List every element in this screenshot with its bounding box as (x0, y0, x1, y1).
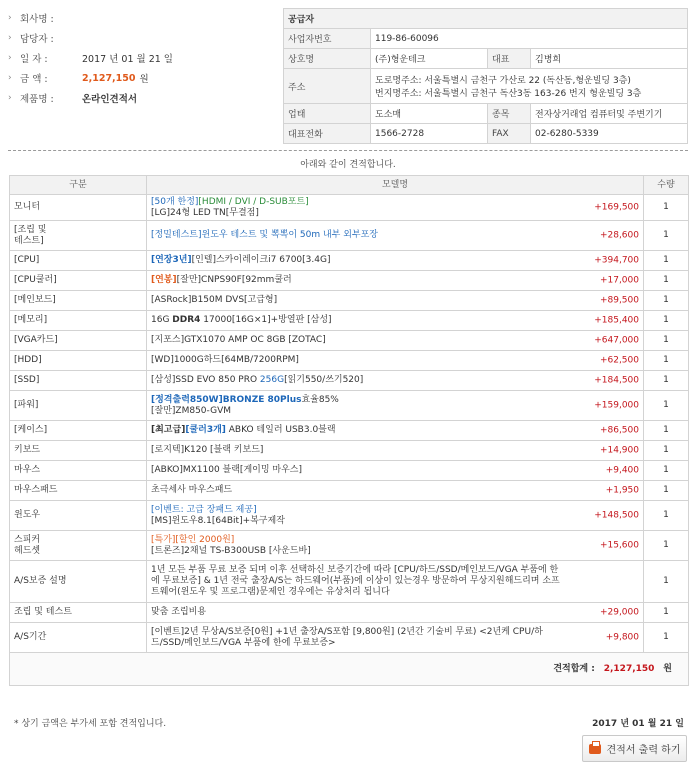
table-row (10, 623, 689, 653)
model-text: [지포스]GTX1070 AMP OC 8GB [ZOTAC] (151, 335, 326, 345)
biz-no-value: 119-86-60096 (371, 29, 688, 49)
product-value: 온라인견적서 (82, 94, 138, 105)
row-qty: 1 (644, 461, 689, 481)
row-price: +86,500 (599, 425, 639, 435)
product-label: 제품명 : (20, 94, 54, 105)
total-value: 2,127,150 (603, 663, 655, 674)
row-model (147, 421, 644, 441)
row-model (147, 623, 644, 653)
bullet-icon: › (8, 73, 12, 83)
model-text: [로지텍]K120 [블랙 키보드] (151, 445, 264, 455)
amount-row (8, 68, 278, 88)
model-line (151, 546, 563, 557)
row-model (147, 311, 644, 331)
amount-value: 2,127,150 (82, 72, 136, 84)
row-category: [SSD] (10, 371, 147, 391)
bullet-icon: › (8, 13, 12, 23)
model-text: 효율85% (301, 394, 339, 405)
print-estimate-button[interactable] (582, 735, 687, 762)
bullet-icon: › (8, 33, 12, 43)
item-value: 전자상거래업 컴퓨터및 주변기기 (531, 104, 688, 124)
model-line (151, 445, 563, 456)
row-category: A/S기간 (10, 623, 147, 653)
model-text: [할인 2000원] (175, 534, 235, 545)
table-row (10, 391, 689, 421)
row-qty: 1 (644, 351, 689, 371)
row-category: 조립 및 테스트 (10, 603, 147, 623)
table-header-row (10, 176, 689, 195)
bullet-icon: › (8, 53, 12, 63)
table-row (10, 371, 689, 391)
row-price: +1,950 (605, 485, 639, 495)
fax-label: FAX (488, 124, 531, 144)
model-text: [이벤트]2년 무상A/S보증[0원] +1년 출장A/S포함 [9,800원] (2년간 기술비 무료) <2년케 CPU/하드/SSD/메인보드/VGA 부품에 한에 무료보증> (151, 626, 543, 648)
model-text: [삼성]SSD EVO 850 PRO (151, 375, 260, 385)
model-text: BRONZE 80Plus (222, 394, 302, 405)
date-value: 2017 년 01 월 21 일 (82, 54, 173, 65)
row-model (147, 371, 644, 391)
addr-line2: 번지명주소: 서울특별시 금천구 독산3동 163-26 번지 형운빌딩 3층 (375, 89, 642, 99)
table-row (10, 501, 689, 531)
row-model (147, 195, 644, 221)
row-price: +647,000 (594, 335, 639, 345)
model-text: 윈도우 테스트 및 뽁뽁이 50m 내부 외부포장 (201, 230, 378, 240)
model-text: 초극세사 마우스패드 (151, 485, 233, 495)
table-row (10, 481, 689, 501)
row-model (147, 331, 644, 351)
model-text: [HDMI / DVI / D-SUB포트] (198, 196, 309, 207)
model-text: DDR4 (172, 315, 201, 325)
estimate-caption: 아래와 같이 견적합니다. (300, 160, 396, 170)
tel-label: 대표전화 (284, 124, 371, 144)
row-category: [메인보드] (10, 291, 147, 311)
row-qty: 1 (644, 481, 689, 501)
row-qty: 1 (644, 441, 689, 461)
table-row (10, 195, 689, 221)
row-category: [CPU쿨러] (10, 271, 147, 291)
model-line (151, 465, 563, 476)
row-price: +185,400 (594, 315, 639, 325)
row-category: 키보드 (10, 441, 147, 461)
ceo-label: 대표 (488, 49, 531, 69)
table-row (10, 271, 689, 291)
row-qty: 1 (644, 501, 689, 531)
fax-value: 02-6280-5339 (531, 124, 688, 144)
item-label: 종목 (488, 104, 531, 124)
row-model (147, 561, 644, 603)
model-text: 1년 모든 부품 무료 보증 되며 이후 선택하신 보증기간에 따라 [CPU/하드/SSD/메인보드/VGA 부품에 한에 무료보증] & 1년 전국 출장A/S는 하드웨어(부품)에 이상이 있는경우 방문하여 무상지원해드리며 소프트웨어(윈도우 및 프로그램)문제인 경우에는 유상처리 됩니다 (151, 565, 560, 597)
table-row (10, 291, 689, 311)
type-value: 도소매 (371, 104, 488, 124)
table-row (10, 311, 689, 331)
row-price: +394,700 (594, 255, 639, 265)
date-row (8, 48, 278, 68)
type-label: 업태 (284, 104, 371, 124)
model-text: [잘만]CNPS90F[92mm쿨러 (176, 275, 292, 285)
footer-date: 2017 년 01 월 21 일 (592, 719, 684, 729)
model-text: 17000[16G×1]+방열판 [삼성] (200, 315, 332, 325)
row-category: 스피커 헤드셋 (10, 531, 147, 561)
row-category: [메모리] (10, 311, 147, 331)
model-text: [ABKO]MX1100 블랙[게이밍 마우스] (151, 465, 302, 475)
row-qty: 1 (644, 623, 689, 653)
row-qty: 1 (644, 603, 689, 623)
model-text: 16G (151, 315, 173, 325)
model-line (151, 255, 563, 266)
table-row (10, 561, 689, 603)
amount-unit: 원 (139, 74, 149, 85)
table-row (10, 531, 689, 561)
row-model (147, 603, 644, 623)
total-unit: 원 (663, 663, 672, 674)
table-row (10, 421, 689, 441)
row-model (147, 391, 644, 421)
model-line (151, 485, 563, 496)
biz-no-label: 사업자번호 (284, 29, 371, 49)
row-model (147, 461, 644, 481)
row-qty: 1 (644, 291, 689, 311)
row-qty: 1 (644, 391, 689, 421)
model-text: 256G (259, 375, 285, 385)
model-text: 맞춤 조립비용 (151, 607, 207, 617)
row-price: +169,500 (594, 202, 639, 212)
model-text: [WD]1000G하드[64MB/7200RPM] (151, 355, 299, 365)
row-qty: 1 (644, 311, 689, 331)
row-qty: 1 (644, 371, 689, 391)
model-text: [이벤트: 고급 장패드 제공] (151, 504, 257, 515)
row-price: +159,000 (594, 400, 639, 410)
total-row (10, 653, 689, 686)
row-price: +62,500 (599, 355, 639, 365)
supplier-table (283, 8, 688, 144)
model-line (151, 208, 563, 219)
model-text: [정밀테스트] (151, 230, 202, 240)
tel-value: 1566-2728 (371, 124, 488, 144)
contact-row (8, 28, 278, 48)
row-price: +29,000 (599, 607, 639, 617)
row-price: +9,400 (605, 465, 639, 475)
row-category: [HDD] (10, 351, 147, 371)
row-category: A/S보증 설명 (10, 561, 147, 603)
model-line (151, 627, 563, 649)
model-text: [연장3년] (151, 255, 192, 265)
amount-label: 금 액 : (20, 74, 48, 85)
model-line (151, 406, 563, 417)
total-label: 견적합계 : (553, 663, 595, 674)
header-model: 모델명 (147, 176, 644, 195)
row-model (147, 291, 644, 311)
row-qty: 1 (644, 531, 689, 561)
printer-icon (589, 744, 601, 754)
model-text: [50개 한정] (151, 196, 199, 207)
model-text: [잘만]ZM850-GVM (151, 405, 231, 416)
contact-label: 담당자 : (20, 34, 54, 45)
row-price: +148,500 (594, 510, 639, 520)
model-text: [트론즈]2채널 TS-B300USB [사운드바] (151, 545, 311, 556)
company-label: 회사명 : (20, 14, 54, 25)
row-model (147, 251, 644, 271)
row-model (147, 351, 644, 371)
model-line (151, 395, 563, 406)
bullet-icon: › (8, 93, 12, 103)
row-price: +9,800 (605, 632, 639, 642)
row-model (147, 221, 644, 251)
name-label: 상호명 (284, 49, 371, 69)
model-line (151, 535, 563, 546)
model-text: [MS]윈도우8.1[64Bit]+복구제작 (151, 515, 285, 526)
table-row (10, 221, 689, 251)
row-qty: 1 (644, 421, 689, 441)
table-row (10, 331, 689, 351)
row-category: 윈도우 (10, 501, 147, 531)
model-line (151, 315, 563, 326)
estimate-table (9, 175, 689, 686)
supplier-title: 공급자 (284, 9, 688, 29)
name-value: (주)형운테크 (371, 49, 488, 69)
header-qty: 수량 (644, 176, 689, 195)
table-row (10, 351, 689, 371)
row-category: 모니터 (10, 195, 147, 221)
table-row (10, 251, 689, 271)
row-price: +89,500 (599, 295, 639, 305)
print-button-label: 견적서 출력 하기 (606, 745, 681, 756)
total-cell (10, 653, 689, 686)
model-line (151, 375, 563, 386)
row-model (147, 481, 644, 501)
model-line (151, 295, 563, 306)
total-inner (14, 664, 684, 675)
model-line (151, 565, 563, 598)
header-category: 구분 (10, 176, 147, 195)
ceo-value: 김병희 (531, 49, 688, 69)
model-line (151, 425, 563, 436)
vat-note: * 상기 금액은 부가세 포함 견적입니다. (14, 719, 167, 729)
model-line (151, 335, 563, 346)
row-category: [CPU] (10, 251, 147, 271)
model-line (151, 505, 563, 516)
customer-info (8, 8, 278, 108)
model-line (151, 275, 563, 286)
product-row (8, 88, 278, 108)
model-line (151, 197, 563, 208)
model-text: [ASRock]B150M DVS[고급형] (151, 295, 278, 305)
model-text: [쿨러3개] (185, 425, 226, 435)
row-price: +28,600 (599, 230, 639, 240)
row-category: [조립 및 테스트] (10, 221, 147, 251)
model-line (151, 355, 563, 366)
model-text: [최고급] (151, 425, 186, 435)
model-text: [인텔]스카이레이크i7 6700[3.4G] (191, 255, 331, 265)
model-text: [정격출력850W] (151, 394, 223, 405)
table-row (10, 603, 689, 623)
row-model (147, 271, 644, 291)
row-category: 마우스 (10, 461, 147, 481)
row-qty: 1 (644, 221, 689, 251)
model-line (151, 230, 563, 241)
row-qty: 1 (644, 561, 689, 603)
company-row (8, 8, 278, 28)
row-category: 마우스패드 (10, 481, 147, 501)
row-price: +15,600 (599, 540, 639, 550)
row-category: [VGA카드] (10, 331, 147, 351)
addr-line1: 도로명주소: 서울특별시 금천구 가산로 22 (독산동,형운빌딩 3층) (375, 76, 631, 86)
row-price: +17,000 (599, 275, 639, 285)
row-category: [케이스] (10, 421, 147, 441)
row-qty: 1 (644, 271, 689, 291)
model-text: [LG]24형 LED TN[무결점] (151, 207, 259, 218)
model-text: ABKO 테일러 USB3.0블랙 (225, 425, 336, 435)
model-text: [연봉] (151, 275, 177, 285)
model-line (151, 516, 563, 527)
row-model (147, 531, 644, 561)
table-row (10, 441, 689, 461)
table-row (10, 461, 689, 481)
row-qty: 1 (644, 331, 689, 351)
model-text: [읽기550/쓰기520] (284, 375, 364, 385)
table-body (10, 195, 689, 653)
row-category: [파워] (10, 391, 147, 421)
row-price: +14,900 (599, 445, 639, 455)
addr-label: 주소 (284, 69, 371, 104)
model-text: [특가] (151, 534, 176, 545)
row-qty: 1 (644, 195, 689, 221)
row-model (147, 441, 644, 461)
row-model (147, 501, 644, 531)
model-line (151, 607, 563, 618)
date-label: 일 자 : (20, 54, 48, 65)
addr-value (371, 69, 688, 104)
divider (8, 150, 688, 151)
row-price: +184,500 (594, 375, 639, 385)
row-qty: 1 (644, 251, 689, 271)
